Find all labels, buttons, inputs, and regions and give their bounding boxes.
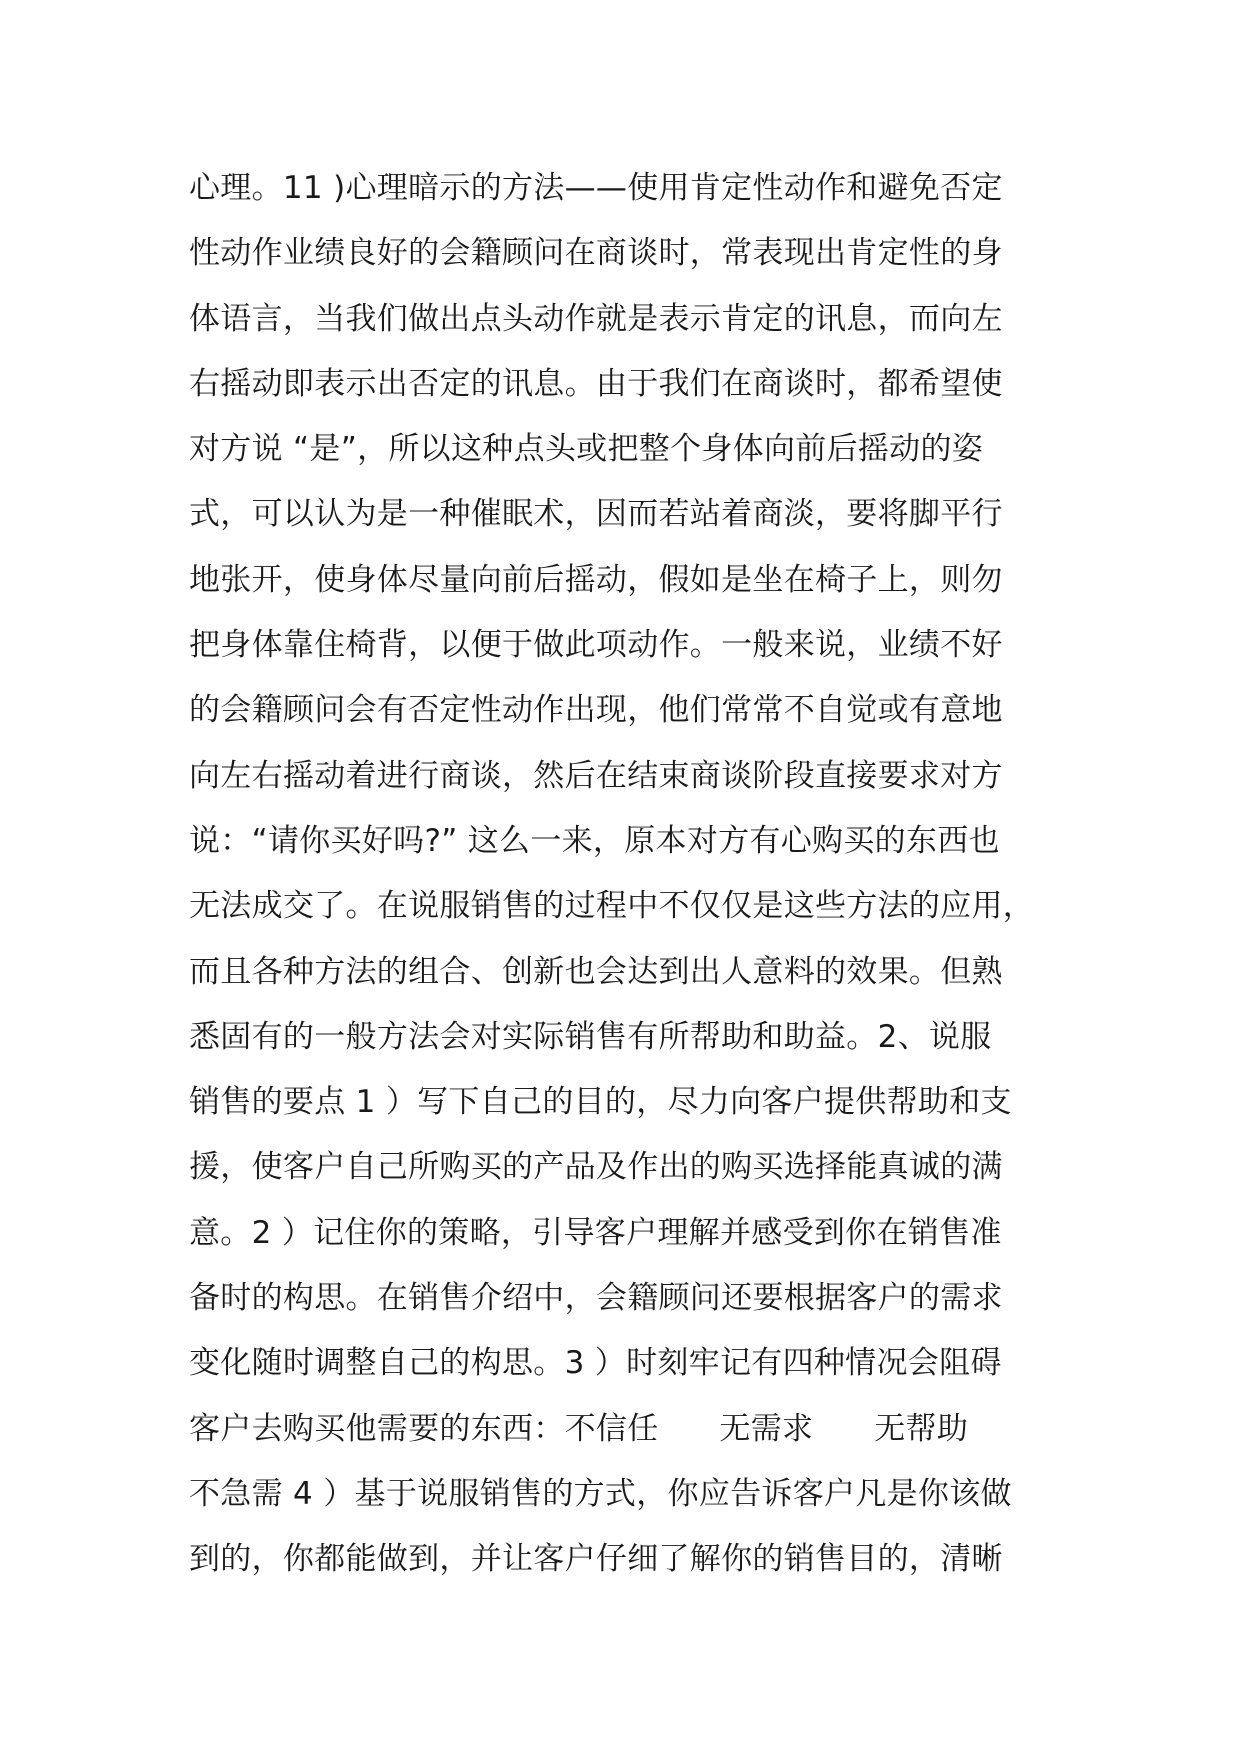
text-line: 客户去购买他需要的东西：不信任 无需求 无帮助 [189, 1410, 969, 1447]
text-line: 变化随时调整自己的构思。3 ）时刻牢记有四种情况会阻碍 [189, 1345, 1002, 1382]
text-line: 右摇动即表示出否定的讯息。由于我们在商谈时，都希望使 [189, 365, 1003, 402]
text-line: 体语言，当我们做出点头动作就是表示肯定的讯息，而向左 [189, 300, 1003, 337]
body-text [189, 156, 1069, 1593]
text-line: 悉固有的一般方法会对实际销售有所帮助和助益。2、说服 [189, 1018, 992, 1055]
text-line: 销售的要点 1 ）写下自己的目的，尽力向客户提供帮助和支 [189, 1084, 1012, 1121]
text-line: 不急需 4 ）基于说服销售的方式，你应告诉客户凡是你该做 [189, 1475, 1012, 1512]
text-line: 地张开，使身体尽量向前后摇动，假如是坐在椅子上，则勿 [189, 561, 1003, 598]
text-line: 对方说 “是”，所以这种点头或把整个身体向前后摇动的姿 [189, 431, 984, 468]
text-line: 把身体靠住椅背，以便于做此项动作。一般来说，业绩不好 [189, 627, 1003, 664]
text-line: 向左右摇动着进行商谈，然后在结束商谈阶段直接要求对方 [189, 757, 1003, 794]
text-line: 而且各种方法的组合、创新也会达到出人意料的效果。但熟 [189, 953, 1003, 990]
text-line: 性动作业绩良好的会籍顾问在商谈时，常表现出肯定性的身 [189, 235, 1003, 272]
text-line: 无法成交了。在说服销售的过程中不仅仅是这些方法的应用， [189, 888, 1035, 925]
text-line: 意。2 ）记住你的策略，引导客户理解并感受到你在销售准 [189, 1214, 1002, 1251]
text-line: 的会籍顾问会有否定性动作出现，他们常常不自觉或有意地 [189, 692, 1003, 729]
text-line: 式，可以认为是一种催眠术，因而若站着商淡，要将脚平行 [189, 496, 1003, 533]
text-line: 心理。11 )心理暗示的方法——使用肯定性动作和避免否定 [189, 170, 1003, 206]
text-line: 说：“请你买好吗?” 这么一来，原本对方有心购买的东西也 [189, 822, 1000, 859]
text-line: 援，使客户自己所购买的产品及作出的购买选择能真诚的满 [189, 1149, 1003, 1186]
text-line: 到的，你都能做到，并让客户仔细了解你的销售目的，清晰 [189, 1541, 1003, 1578]
text-line: 备时的构思。在销售介绍中，会籍顾问还要根据客户的需求 [189, 1280, 1003, 1317]
